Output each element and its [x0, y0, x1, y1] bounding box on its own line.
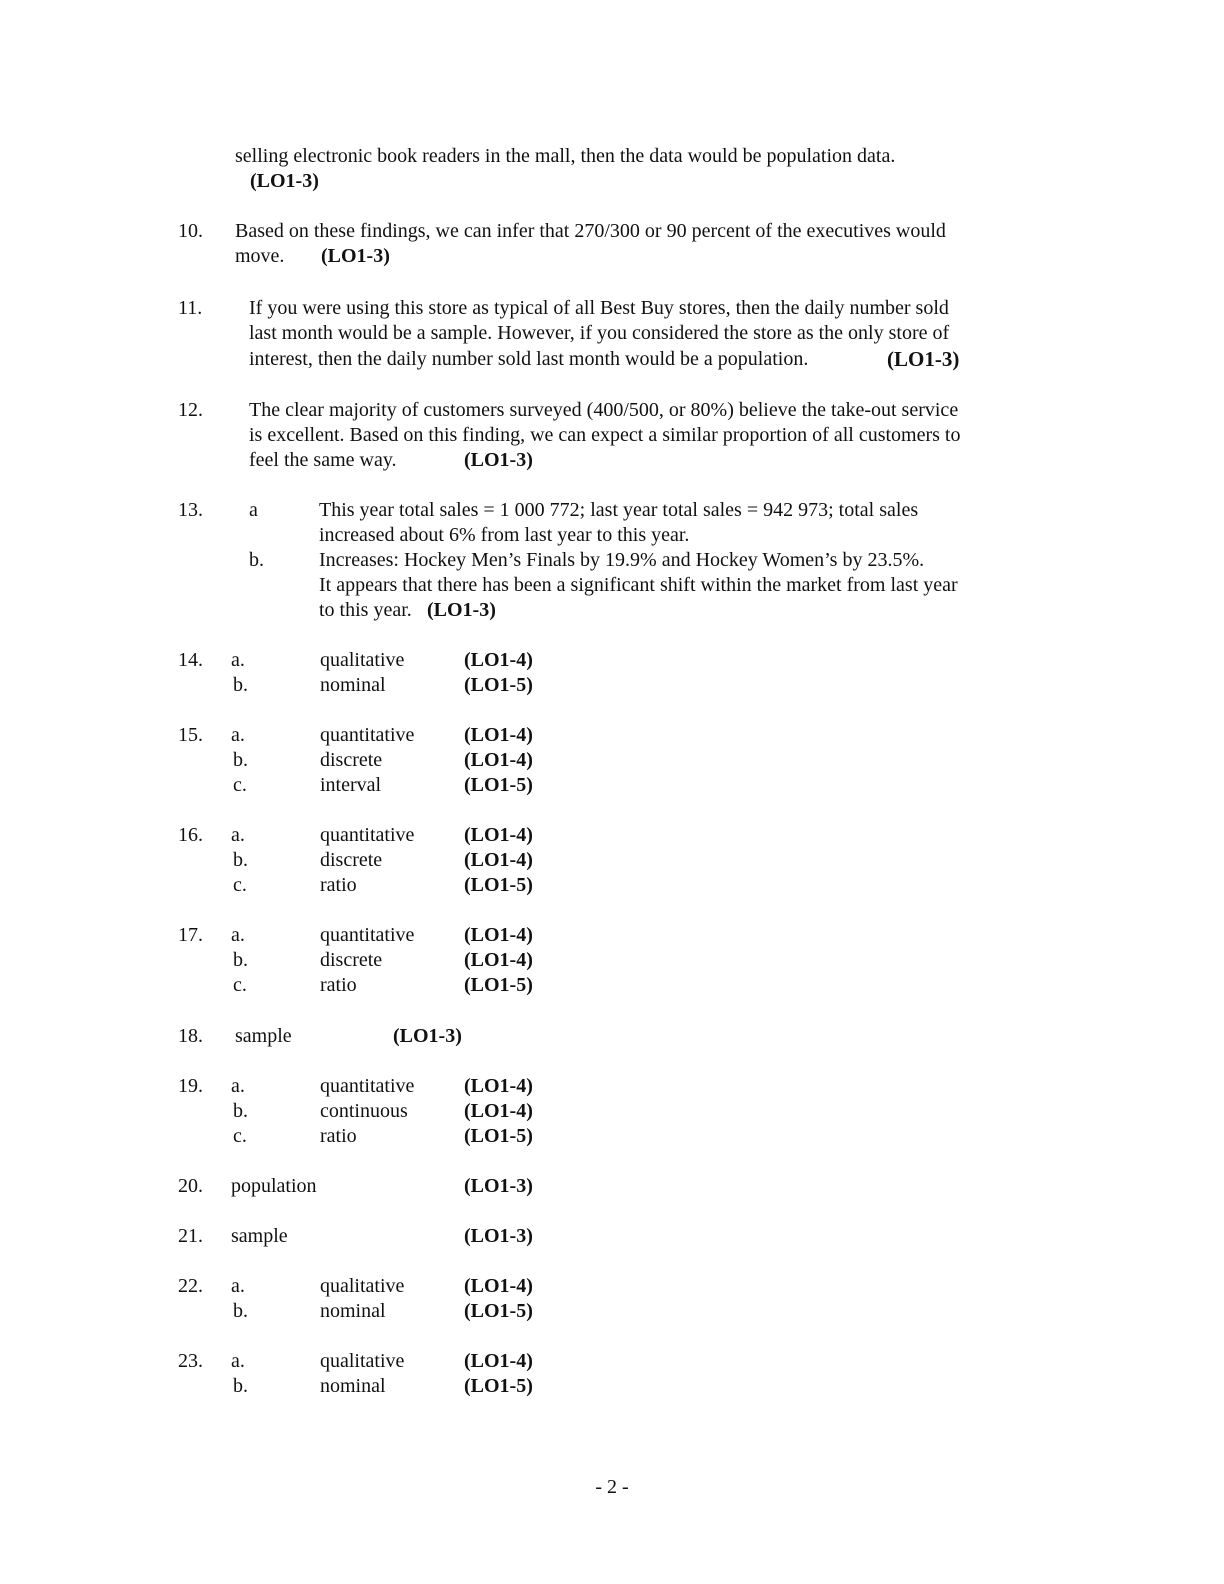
- item-13-b-line-1: Increases: Hockey Men’s Finals by 19.9% and Hockey Women’s by 23.5%.: [319, 549, 925, 571]
- item-number: 17.: [178, 924, 203, 946]
- item-23-b-lo: (LO1-5): [464, 1375, 533, 1397]
- item-23-b-text: nominal: [320, 1375, 386, 1397]
- item-16-a-lo: (LO1-4): [464, 824, 533, 846]
- item-15-b-text: discrete: [320, 749, 383, 771]
- item-12-line-2: is excellent. Based on this finding, we can expect a similar proportion of all customers to: [249, 424, 961, 446]
- item-19-c-lo: (LO1-5): [464, 1125, 533, 1147]
- item-14-a-lo: (LO1-4): [464, 649, 533, 671]
- item-19-a-lo: (LO1-4): [464, 1075, 533, 1097]
- item-13-a-label: a: [249, 499, 258, 521]
- item-21-lo: (LO1-3): [464, 1225, 533, 1247]
- item-10-lo: (LO1-3): [321, 245, 390, 267]
- item-22-a-lo: (LO1-4): [464, 1275, 533, 1297]
- page-number: - 2 -: [595, 1476, 629, 1498]
- item-20-lo: (LO1-3): [464, 1175, 533, 1197]
- item-15-a-text: quantitative: [320, 724, 415, 746]
- item-19-c-label: c.: [233, 1125, 247, 1147]
- item-number: 15.: [178, 724, 203, 746]
- item-13-a-line-2: increased about 6% from last year to this year.: [319, 524, 690, 546]
- item-21-text: sample: [231, 1225, 288, 1247]
- item-17-a-label: a.: [231, 924, 245, 946]
- item-22-a-label: a.: [231, 1275, 245, 1297]
- item-11-line-1: If you were using this store as typical of all Best Buy stores, then the daily number sold: [249, 297, 949, 319]
- item-11-lo: (LO1-3): [887, 347, 960, 371]
- item-15-c-label: c.: [233, 774, 247, 796]
- item-14-a-text: qualitative: [320, 649, 405, 671]
- item-19-b-lo: (LO1-4): [464, 1100, 533, 1122]
- item-16-c-lo: (LO1-5): [464, 874, 533, 896]
- item-number: 20.: [178, 1175, 203, 1197]
- item-16-b-label: b.: [233, 849, 248, 871]
- item-number: 10.: [178, 220, 203, 242]
- item-18-text: sample: [235, 1025, 292, 1047]
- item-19-b-label: b.: [233, 1100, 248, 1122]
- item-16-a-text: quantitative: [320, 824, 415, 846]
- item-11-line-2: last month would be a sample. However, if you considered the store as the only store of: [249, 322, 950, 344]
- item-number: 23.: [178, 1350, 203, 1372]
- item-17-b-text: discrete: [320, 949, 383, 971]
- item-18-lo: (LO1-3): [393, 1025, 462, 1047]
- item-12-lo: (LO1-3): [464, 449, 533, 471]
- item-17-b-label: b.: [233, 949, 248, 971]
- item-15-b-lo: (LO1-4): [464, 749, 533, 771]
- item-17-c-label: c.: [233, 974, 247, 996]
- item-number: 12.: [178, 399, 203, 421]
- item-23-a-lo: (LO1-4): [464, 1350, 533, 1372]
- item-15-c-lo: (LO1-5): [464, 774, 533, 796]
- item-number: 16.: [178, 824, 203, 846]
- item-13-a-line-1: This year total sales = 1 000 772; last year total sales = 942 973; total sales: [319, 499, 919, 521]
- item-16-c-label: c.: [233, 874, 247, 896]
- item-12-line-3: feel the same way.: [249, 449, 397, 471]
- item-15-a-lo: (LO1-4): [464, 724, 533, 746]
- item-14-a-label: a.: [231, 649, 245, 671]
- item-19-a-text: quantitative: [320, 1075, 415, 1097]
- item-20-text: population: [231, 1175, 317, 1197]
- item-15-c-text: interval: [320, 774, 382, 796]
- item-19-a-label: a.: [231, 1075, 245, 1097]
- item-number: 19.: [178, 1075, 203, 1097]
- item-22-b-lo: (LO1-5): [464, 1300, 533, 1322]
- item-11-line-3: interest, then the daily number sold last month would be a population.: [249, 348, 809, 370]
- item-16-c-text: ratio: [320, 874, 357, 896]
- item-23-a-text: qualitative: [320, 1350, 405, 1372]
- item-12-line-1: The clear majority of customers surveyed (400/500, or 80%) believe the take-out service: [249, 399, 959, 421]
- item-13-b-line-3: to this year.: [319, 599, 412, 621]
- item-17-a-text: quantitative: [320, 924, 415, 946]
- item-number: 18.: [178, 1025, 203, 1047]
- item-16-b-text: discrete: [320, 849, 383, 871]
- item-22-b-label: b.: [233, 1300, 248, 1322]
- item-14-b-text: nominal: [320, 674, 386, 696]
- item-23-a-label: a.: [231, 1350, 245, 1372]
- item-number: 11.: [178, 297, 203, 319]
- item-15-b-label: b.: [233, 749, 248, 771]
- item-16-a-label: a.: [231, 824, 245, 846]
- item-10-line-1: Based on these findings, we can infer that 270/300 or 90 percent of the executives would: [235, 220, 946, 242]
- item-23-b-label: b.: [233, 1375, 248, 1397]
- item-17-b-lo: (LO1-4): [464, 949, 533, 971]
- item-14-b-label: b.: [233, 674, 248, 696]
- item-19-c-text: ratio: [320, 1125, 357, 1147]
- item-13-b-line-2: It appears that there has been a significant shift within the market from last year: [319, 574, 958, 596]
- item-number: 13.: [178, 499, 203, 521]
- item-16-b-lo: (LO1-4): [464, 849, 533, 871]
- item-22-b-text: nominal: [320, 1300, 386, 1322]
- continuation-lo: (LO1-3): [250, 170, 319, 192]
- item-number: 21.: [178, 1225, 203, 1247]
- item-number: 22.: [178, 1275, 203, 1297]
- item-19-b-text: continuous: [320, 1100, 408, 1122]
- item-15-a-label: a.: [231, 724, 245, 746]
- item-10-line-2: move.: [235, 245, 285, 267]
- item-17-c-lo: (LO1-5): [464, 974, 533, 996]
- item-14-b-lo: (LO1-5): [464, 674, 533, 696]
- item-13-b-label: b.: [249, 549, 264, 571]
- item-22-a-text: qualitative: [320, 1275, 405, 1297]
- item-17-a-lo: (LO1-4): [464, 924, 533, 946]
- item-number: 14.: [178, 649, 203, 671]
- item-13-lo: (LO1-3): [427, 599, 496, 621]
- continuation-line-1: selling electronic book readers in the mall, then the data would be population data.: [235, 145, 896, 167]
- item-17-c-text: ratio: [320, 974, 357, 996]
